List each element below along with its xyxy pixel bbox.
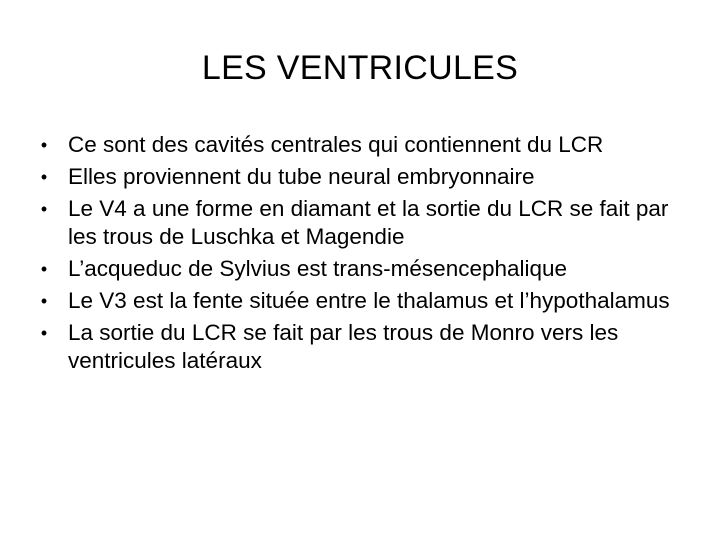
bullet-list [36, 131, 686, 379]
bullet-item [36, 163, 686, 191]
bullet-icon: • [40, 259, 48, 279]
bullet-icon: • [40, 199, 48, 219]
bullet-text: Elles proviennent du tube neural embryonnaire [68, 164, 535, 189]
bullet-item [36, 255, 686, 283]
bullet-item [36, 287, 686, 315]
bullet-text: Ce sont des cavités centrales qui contiennent du LCR [68, 132, 604, 157]
bullet-item [36, 319, 686, 375]
bullet-item [36, 195, 686, 251]
bullet-item [36, 131, 686, 159]
bullet-icon: • [40, 167, 48, 187]
bullet-text: Le V3 est la fente située entre le thalamus et l’hypothalamus [68, 288, 670, 313]
bullet-text: La sortie du LCR se fait par les trous de Monro vers les ventricules latéraux [68, 320, 619, 373]
bullet-text: Le V4 a une forme en diamant et la sortie du LCR se fait par les trous de Luschka et Magendie [68, 196, 669, 249]
slide-title: LES VENTRICULES [201, 49, 519, 87]
bullet-icon: • [40, 291, 48, 311]
bullet-icon: • [40, 135, 48, 155]
bullet-icon: • [40, 323, 48, 343]
bullet-text: L’acqueduc de Sylvius est trans-mésencephalique [68, 256, 568, 281]
